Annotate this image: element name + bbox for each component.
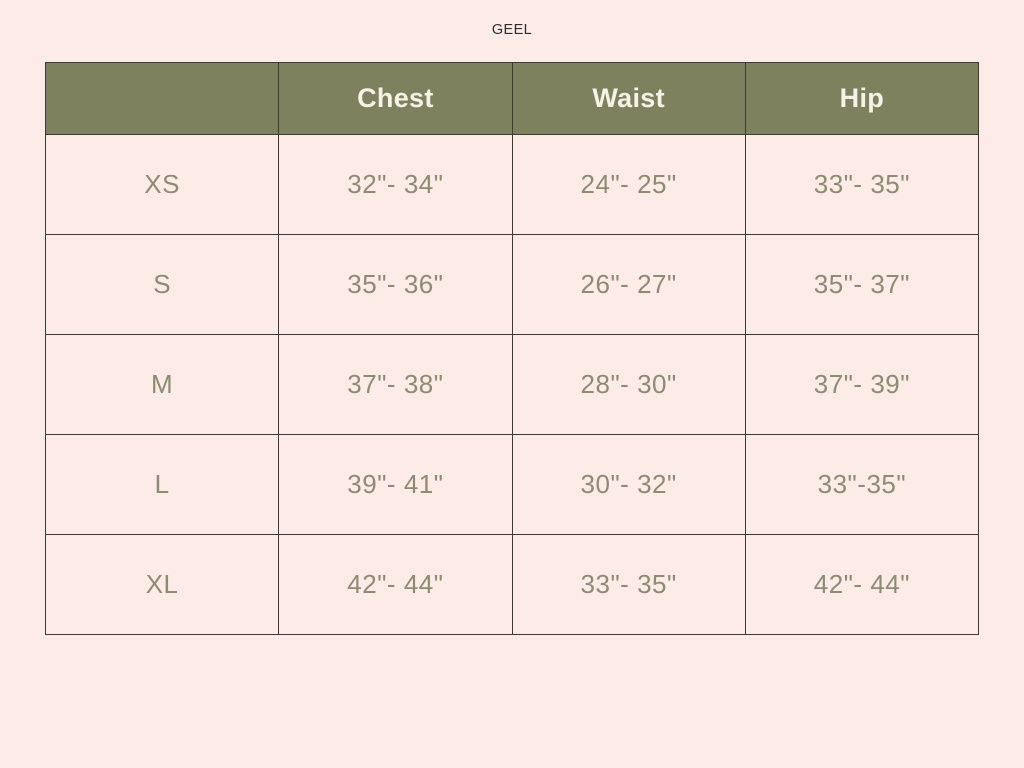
waist-value: 26"- 27" [512, 235, 745, 335]
header-waist-cell: Waist [512, 63, 745, 135]
table-row-xl [46, 535, 979, 635]
chest-value: 32"- 34" [279, 135, 512, 235]
waist-value: 28"- 30" [512, 335, 745, 435]
chest-value: 39"- 41" [279, 435, 512, 535]
size-chart-table [45, 62, 979, 635]
size-label: L [46, 435, 279, 535]
waist-value: 33"- 35" [512, 535, 745, 635]
chest-value: 42"- 44" [279, 535, 512, 635]
header-size-cell [46, 63, 279, 135]
table-header-row [46, 63, 979, 135]
hip-value: 37"- 39" [745, 335, 978, 435]
table-row-m [46, 335, 979, 435]
table-row-s [46, 235, 979, 335]
header-chest-cell: Chest [279, 63, 512, 135]
chest-value: 37"- 38" [279, 335, 512, 435]
hip-value: 33"- 35" [745, 135, 978, 235]
size-label: XL [46, 535, 279, 635]
table-row-l [46, 435, 979, 535]
hip-value: 35"- 37" [745, 235, 978, 335]
waist-value: 30"- 32" [512, 435, 745, 535]
table-row-xs [46, 135, 979, 235]
size-label: XS [46, 135, 279, 235]
chest-value: 35"- 36" [279, 235, 512, 335]
hip-value: 42"- 44" [745, 535, 978, 635]
size-label: S [46, 235, 279, 335]
header-hip-cell: Hip [745, 63, 978, 135]
hip-value: 33"-35" [745, 435, 978, 535]
waist-value: 24"- 25" [512, 135, 745, 235]
size-label: M [46, 335, 279, 435]
page-title: GEEL [491, 22, 533, 38]
